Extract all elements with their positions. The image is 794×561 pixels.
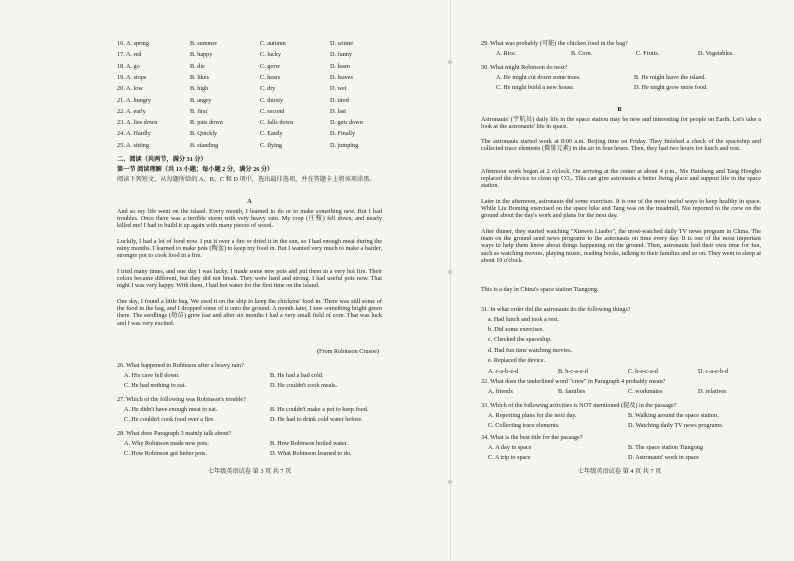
option-cell: 17. A. red bbox=[117, 51, 142, 59]
option-cell: 25. A. sitting bbox=[117, 141, 149, 149]
option-cell: D. gets down bbox=[330, 119, 363, 127]
option-cell: B. happy bbox=[190, 51, 213, 59]
binding-hole bbox=[448, 60, 452, 64]
answer-option: D. Vegetables. bbox=[698, 50, 734, 57]
answer-option: A. Why Robinson made new pots. bbox=[124, 440, 209, 447]
answer-option: C. Fruits. bbox=[636, 50, 660, 57]
option-cell: B. puts down bbox=[190, 119, 223, 127]
answer-option: C. workmates bbox=[628, 388, 663, 395]
answer-option: B. Corn. bbox=[571, 50, 593, 57]
answer-option: C. He might build a new house. bbox=[496, 84, 575, 91]
question-stem: 31. In what order did the astronauts do the following things? bbox=[481, 306, 631, 313]
option-cell: D. funny bbox=[330, 51, 352, 59]
option-cell: B. high bbox=[190, 85, 209, 93]
answer-option: D. relatives bbox=[698, 388, 727, 395]
order-item: a. Had lunch and took a rest. bbox=[488, 316, 559, 323]
option-cell: 18. A. go bbox=[117, 62, 140, 70]
question-stem: 32. What does the underlined word "crew" in Paragraph 4 probably mean? bbox=[481, 378, 666, 385]
answer-option: D. c-a-e-b-d bbox=[698, 368, 729, 375]
question-stem: 33. Which of the following activities is NOT mentioned (提及) in the passage? bbox=[481, 402, 677, 409]
option-cell: C. autumn bbox=[260, 40, 286, 47]
option-cell: C. grow bbox=[260, 62, 280, 70]
option-cell: D. tired bbox=[330, 96, 349, 104]
question-stem: 27. Which of the following was Robinson's trouble? bbox=[117, 396, 246, 403]
option-cell: B. Quickly bbox=[190, 130, 218, 138]
fold-line bbox=[450, 0, 451, 561]
option-cell: C. dry bbox=[260, 85, 276, 93]
answer-option: C. How Robinson got better pots. bbox=[124, 450, 208, 457]
option-cell: 24. A. Hardly bbox=[117, 130, 151, 138]
answer-option: B. Walking around the space station. bbox=[628, 412, 719, 419]
option-cell: C. thirsty bbox=[260, 96, 284, 104]
section-title: 二、阅读（共两节，满分 31 分） bbox=[117, 156, 207, 163]
answer-option: B. He had a bad cold. bbox=[270, 372, 324, 379]
option-cell: C. lucky bbox=[260, 51, 281, 59]
option-cell: B. summer bbox=[190, 40, 218, 47]
question-stem: 26. What happened to Robinson after a heavy rain? bbox=[117, 362, 244, 369]
answer-option: D. Watching daily TV news programs. bbox=[628, 422, 724, 429]
answer-option: A. He didn't have enough meat to eat. bbox=[124, 406, 218, 413]
answer-option: C. He couldn't cook food over a fire. bbox=[124, 416, 215, 423]
source: (From Robinson Crusoe) bbox=[317, 348, 379, 355]
page-footer: 七年级英语试卷 第 4 页 共 7 页 bbox=[577, 468, 662, 475]
option-cell: 23. A. lies down bbox=[117, 119, 158, 127]
option-cell: 21. A. hungry bbox=[117, 96, 152, 104]
answer-option: A. A day in space bbox=[488, 444, 532, 451]
passage-letter: B bbox=[617, 106, 622, 113]
answer-option: B. families bbox=[558, 388, 586, 395]
option-cell: D. learn bbox=[330, 62, 350, 70]
answer-option: C. A trip to space bbox=[488, 454, 531, 461]
answer-option: D. What Robinson learned to do. bbox=[270, 450, 352, 457]
answer-option: B. He might leave the island. bbox=[634, 74, 706, 81]
option-cell: B. angry bbox=[190, 96, 212, 104]
option-cell: C. hears bbox=[260, 73, 281, 81]
question-stem: 29. What was probably (可能) the chicken food in the bag? bbox=[481, 40, 628, 47]
option-cell: 20. A. low bbox=[117, 85, 143, 93]
option-cell: C. flying bbox=[260, 141, 283, 149]
answer-option: A. c-a-b-e-d bbox=[488, 368, 519, 375]
question-stem: 28. What does Paragraph 3 mainly talk about? bbox=[117, 430, 232, 437]
answer-option: B. How Robinson boiled water. bbox=[270, 440, 349, 447]
passage-letter: A bbox=[247, 198, 252, 205]
answer-option: D. He might grow more food. bbox=[634, 84, 708, 91]
paragraph: This is a day in China's space station Tiangong. bbox=[481, 286, 599, 293]
option-cell: 16. A. spring bbox=[117, 40, 149, 47]
option-cell: B. standing bbox=[190, 141, 219, 149]
option-cell: B. die bbox=[190, 62, 205, 70]
answer-option: A. Rice. bbox=[496, 50, 517, 57]
paragraph: And so my life went on the island. Every month, I learned to do or to make something new. But I had troubles. Once there was a terrible storm with very heavy rain. My crop (庄稼) fell down, and nearly killed me! I had to build it up again with many pieces of wood. bbox=[117, 208, 382, 230]
binding-hole bbox=[448, 480, 452, 484]
binding-hole bbox=[448, 270, 452, 274]
answer-option: B. He couldn't make a pot to keep food. bbox=[270, 406, 369, 413]
option-cell: D. Finally bbox=[330, 130, 356, 138]
question-stem: 34. What is the best title for the passage? bbox=[481, 434, 583, 441]
instruction: 阅读下列短文，从每题所给的 A、B、C 和 D 项中，选出最佳选项，并在答题卡上将该项涂黑。 bbox=[117, 176, 376, 183]
answer-option: D. Astronauts' work in space bbox=[628, 454, 700, 461]
question-stem: 30. What might Robinson do next? bbox=[481, 64, 568, 71]
answer-option: C. He had nothing to eat. bbox=[124, 382, 187, 389]
option-cell: D. wet bbox=[330, 85, 347, 93]
option-cell: 19. A. stops bbox=[117, 73, 147, 81]
answer-option: A. friends bbox=[488, 388, 513, 395]
option-cell: D. winter bbox=[330, 40, 354, 47]
answer-option: B. The space station Tiangong bbox=[628, 444, 703, 451]
paragraph: After dinner, they started watching "Xinwen Lianbo", the most-watched daily TV news program in China. The team on the ground send news programs to the astronauts on time every day. It is one of the most important ways to help them know about things happening on the ground. Then, astronauts had their own time for fun, such as watching movies, playing music, reading books, talking to their families and so on. They went to sleep at about 10 o'clock. bbox=[481, 228, 761, 264]
order-item: b. Did some exercises. bbox=[488, 326, 544, 334]
option-cell: D. jumping bbox=[330, 141, 359, 149]
part-title: 第一节 阅读理解（共 13 小题；每小题 2 分，满分 26 分） bbox=[117, 166, 274, 173]
paragraph: Later in the afternoon, astronauts did some exercises. It is one of the most useful ways to keep healthy in space. While Liu Boming exercised on the space bike and Tang was on the treadmill, Nie reported to the crew on the ground about the day's work and plans for the next day. bbox=[481, 198, 761, 220]
paragraph: Afternoon work began at 2 o'clock. On arriving at the center at about 4 p.m., Nie Haisheng and Tang Hongbo replaced the device to clean up CO₂. This can give astronauts a better living place and support life in the space station. bbox=[481, 168, 761, 190]
option-cell: C. falls down bbox=[260, 119, 294, 127]
option-cell: B. likes bbox=[190, 73, 209, 81]
option-cell: 22. A. early bbox=[117, 107, 146, 115]
answer-option: A. Reporting plans for the next day. bbox=[488, 412, 577, 419]
order-item: e. Replaced the device. bbox=[488, 356, 546, 364]
option-cell: C. second bbox=[260, 107, 285, 115]
answer-option: A. He might cut down some trees. bbox=[496, 74, 581, 81]
paragraph: One day, I found a little bag. We used it on the ship to keep the chickens' food in. There was still some of the food in the bag, and I dropped some of it onto the ground. A month later, I saw something bright green there. The seedlings (幼苗) grew fast and after six months I had a very small field of corn. That was luck and I was very excited. bbox=[117, 298, 382, 327]
option-cell: C. Easily bbox=[260, 130, 283, 138]
answer-option: C. Collecting trace elements. bbox=[488, 422, 560, 429]
answer-option: D. He couldn't cook meals. bbox=[270, 382, 338, 389]
paragraph: Astronauts' (宇航员) daily life in the space station may be new and interesting for people on Earth. Let's take a look at the astronauts' life in space. bbox=[481, 116, 761, 131]
page-footer: 七年级英语试卷 第 3 页 共 7 页 bbox=[207, 468, 292, 475]
answer-option: A. His cave fell down. bbox=[124, 372, 180, 379]
option-cell: D. last bbox=[330, 107, 347, 115]
order-item: c. Checked the spaceship. bbox=[488, 336, 552, 344]
option-cell: D. leaves bbox=[330, 73, 354, 81]
option-cell: B. first bbox=[190, 107, 208, 115]
answer-option: B. b-c-a-e-d bbox=[558, 368, 588, 375]
answer-option: D. He had to drink cold water before. bbox=[270, 416, 363, 423]
answer-option: C. b-e-c-a-d bbox=[628, 368, 658, 375]
paragraph: The astronauts started work at 8:00 a.m. Beijing time on Friday. They finished a check of the spaceship and collected trace elements (微量元素) in the air in four hours. Then, they had two hours for lunch and rest. bbox=[481, 138, 761, 153]
order-item: d. Had fun time watching movies. bbox=[488, 346, 573, 354]
paragraph: Luckily, I had a lot of food now. I put it over a fire or dried it in the sun, so I had enough meat during the rainy months. I learned to make pots (陶盆) to keep my food in. But I wanted very much to make a harder, stronger pot to cook food in a fire. bbox=[117, 238, 382, 260]
paragraph: I tried many times, and one day I was lucky. I made some new pots and put them in a very hot fire. Their colors became different, but they did not break. They were hard and strong. I had useful pots now. That night I was very happy. With them, I had hot water for the first time on the island. bbox=[117, 268, 382, 290]
